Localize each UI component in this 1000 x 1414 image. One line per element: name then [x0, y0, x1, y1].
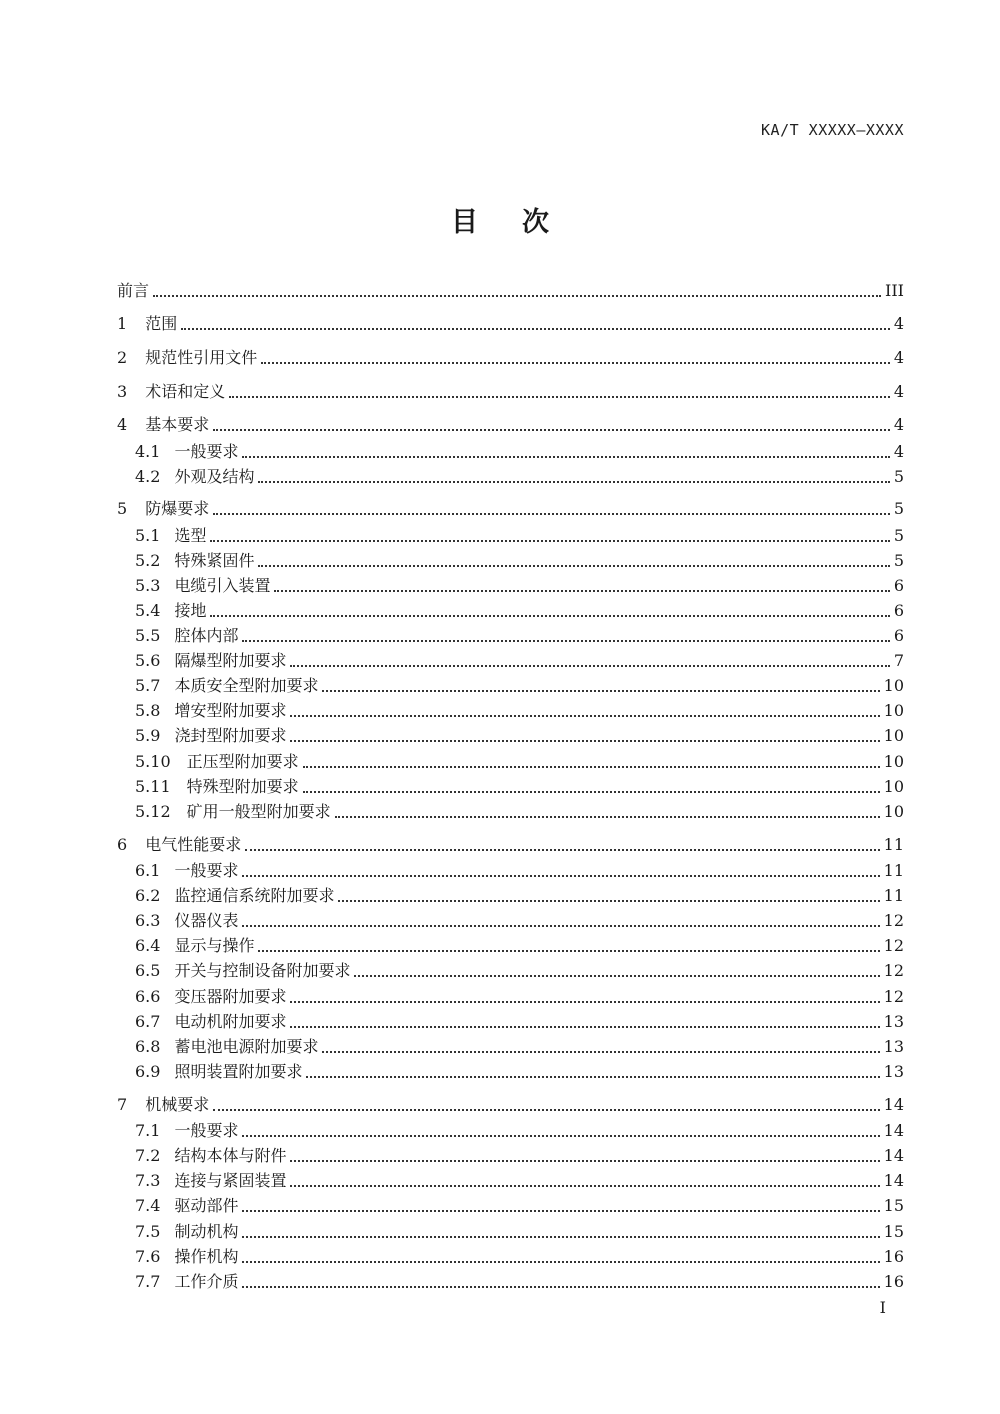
toc-entry-page: III: [885, 281, 904, 300]
toc-entry[interactable]: [117, 344, 904, 368]
toc-entry-number: 5.2: [135, 551, 161, 570]
toc-entry-number: 6: [117, 835, 128, 854]
toc-leader-dots: [213, 428, 890, 431]
toc-entry[interactable]: [135, 697, 904, 721]
toc-entry[interactable]: [135, 983, 904, 1007]
toc-entry-title: 特殊型附加要求: [186, 777, 299, 796]
toc-entry-number: 5.7: [135, 676, 161, 695]
toc-entry-number: 5.12: [135, 802, 171, 821]
toc-entry-number: 6.9: [135, 1062, 161, 1081]
toc-entry-title: 结构本体与附件: [174, 1146, 287, 1165]
toc-leader-dots: [242, 639, 889, 642]
toc-entry-title: 制动机构: [174, 1222, 239, 1241]
toc-leader-dots: [274, 589, 889, 592]
toc-leader-dots: [290, 1159, 879, 1162]
toc-entry[interactable]: [135, 438, 904, 462]
toc-entry-title: 基本要求: [145, 415, 210, 434]
toc-entry-title: 术语和定义: [145, 382, 226, 401]
toc-entry-title: 正压型附加要求: [186, 752, 299, 771]
toc-entry-page: 5: [893, 467, 904, 486]
toc-entry-page: 4: [893, 348, 904, 367]
toc-entry[interactable]: [117, 1091, 904, 1115]
toc-entry-page: 4: [893, 415, 904, 434]
toc-entry-number: 4: [117, 415, 128, 434]
toc-entry-page: 6: [893, 626, 904, 645]
toc-entry-number: 5.4: [135, 601, 161, 620]
toc-entry[interactable]: [117, 495, 904, 519]
toc-entry-title: 外观及结构: [174, 467, 255, 486]
toc-entry-title: 工作介质: [174, 1272, 239, 1291]
toc-entry-number: 7.3: [135, 1171, 161, 1190]
toc-entry[interactable]: [135, 857, 904, 881]
toc-entry-page: 5: [893, 499, 904, 518]
toc-leader-dots: [213, 512, 890, 515]
toc-entry[interactable]: [135, 463, 904, 487]
toc-entry-title: 浇封型附加要求: [174, 726, 287, 745]
toc-entry-page: 13: [883, 1037, 904, 1056]
toc-entry-title: 防爆要求: [145, 499, 210, 518]
toc-entry[interactable]: [135, 1033, 904, 1057]
toc-entry-page: 4: [893, 314, 904, 333]
toc-entry-title: 前言: [117, 281, 150, 300]
toc-entry[interactable]: [135, 957, 904, 981]
toc-entry[interactable]: [117, 378, 904, 402]
toc-entry-page: 4: [893, 442, 904, 461]
toc-entry-title: 变压器附加要求: [174, 987, 287, 1006]
toc-entry-page: 5: [893, 551, 904, 570]
toc-leader-dots: [290, 1184, 879, 1187]
toc-entry-page: 12: [883, 961, 904, 980]
toc-entry-number: 6.6: [135, 987, 161, 1006]
toc-entry-title: 照明装置附加要求: [174, 1062, 303, 1081]
toc-entry[interactable]: [135, 647, 904, 671]
toc-entry-number: 5.9: [135, 726, 161, 745]
toc-leader-dots: [290, 739, 879, 742]
toc-entry[interactable]: [135, 1167, 904, 1191]
toc-entry-page: 11: [883, 861, 904, 880]
toc-entry-page: 10: [883, 726, 904, 745]
toc-entry-number: 4.2: [135, 467, 161, 486]
toc-leader-dots: [245, 848, 879, 851]
toc-leader-dots: [242, 1209, 879, 1212]
toc-entry-number: 6.1: [135, 861, 161, 880]
toc-entry[interactable]: [135, 672, 904, 696]
toc-entry-page: 5: [893, 526, 904, 545]
toc-entry-page: 15: [883, 1222, 904, 1241]
toc-entry[interactable]: [135, 1192, 904, 1216]
toc-entry-title: 机械要求: [145, 1095, 210, 1114]
toc-entry-page: 14: [883, 1095, 904, 1114]
toc-entry-title: 电动机附加要求: [174, 1012, 287, 1031]
toc-entry[interactable]: [135, 597, 904, 621]
toc-entry-title: 操作机构: [174, 1247, 239, 1266]
toc-entry-page: 10: [883, 802, 904, 821]
toc-leader-dots: [242, 455, 889, 458]
toc-entry-page: 14: [883, 1146, 904, 1165]
toc-leader-dots: [242, 924, 879, 927]
toc-leader-dots: [242, 874, 879, 877]
toc-entry-title: 显示与操作: [174, 936, 255, 955]
toc-entry-page: 10: [883, 752, 904, 771]
toc-leader-dots: [290, 1000, 879, 1003]
toc-entry-page: 14: [883, 1171, 904, 1190]
toc-entry-title: 仪器仪表: [174, 911, 239, 930]
toc-entry-number: 5.6: [135, 651, 161, 670]
toc-entry-title: 蓄电池电源附加要求: [174, 1037, 319, 1056]
toc-entry[interactable]: [135, 773, 904, 797]
toc-entry-number: 2: [117, 348, 128, 367]
toc-leader-dots: [290, 664, 889, 667]
toc-entry[interactable]: [135, 1142, 904, 1166]
toc-entry-number: 6.2: [135, 886, 161, 905]
toc-entry-number: 6.7: [135, 1012, 161, 1031]
toc-leader-dots: [242, 1134, 879, 1137]
toc-entry-number: 5.8: [135, 701, 161, 720]
toc-entry[interactable]: [135, 572, 904, 596]
toc-leader-dots: [322, 689, 879, 692]
toc-leader-dots: [153, 294, 881, 297]
toc-entry[interactable]: [135, 798, 904, 822]
toc-entry-title: 连接与紧固装置: [174, 1171, 287, 1190]
toc-entry-number: 3: [117, 382, 128, 401]
toc-leader-dots: [242, 1285, 879, 1288]
toc-entry-number: 4.1: [135, 442, 161, 461]
toc-heading-char-1: 目: [451, 207, 478, 238]
toc-leader-dots: [242, 1235, 879, 1238]
document-code: KA/T XXXXX—XXXX: [761, 121, 904, 139]
toc-entry-number: 5.3: [135, 576, 161, 595]
toc-entry-title: 驱动部件: [174, 1196, 239, 1215]
toc-entry[interactable]: [135, 1218, 904, 1242]
toc-entry-page: 13: [883, 1062, 904, 1081]
toc-heading-char-2: 次: [522, 207, 549, 238]
toc-entry-number: 7: [117, 1095, 128, 1114]
toc-leader-dots: [303, 765, 880, 768]
toc-entry-page: 6: [893, 601, 904, 620]
toc-entry-title: 选型: [174, 526, 207, 545]
toc-leader-dots: [181, 327, 890, 330]
toc-entry-page: 12: [883, 911, 904, 930]
toc-entry[interactable]: [135, 1117, 904, 1141]
toc-entry[interactable]: [135, 882, 904, 906]
toc-leader-dots: [338, 899, 879, 902]
toc-entry-title: 监控通信系统附加要求: [174, 886, 335, 905]
toc-leader-dots: [306, 1075, 879, 1078]
toc-entry-number: 5: [117, 499, 128, 518]
toc-entry-title: 规范性引用文件: [145, 348, 258, 367]
toc-leader-dots: [213, 1108, 879, 1111]
toc-entry[interactable]: [135, 722, 904, 746]
toc-entry-number: 7.2: [135, 1146, 161, 1165]
toc-entry-title: 矿用一般型附加要求: [186, 802, 331, 821]
toc-entry[interactable]: [135, 547, 904, 571]
toc-entry-page: 11: [883, 886, 904, 905]
toc-entry-title: 开关与控制设备附加要求: [174, 961, 351, 980]
toc-entry-page: 10: [883, 701, 904, 720]
toc-entry[interactable]: [135, 1058, 904, 1082]
toc-entry-title: 特殊紧固件: [174, 551, 255, 570]
toc-entry-title: 电缆引入装置: [174, 576, 271, 595]
toc-entry-title: 腔体内部: [174, 626, 239, 645]
toc-entry-number: 5.10: [135, 752, 171, 771]
toc-entry-title: 一般要求: [174, 442, 239, 461]
toc-leader-dots: [335, 815, 880, 818]
toc-entry-number: 7.1: [135, 1121, 161, 1140]
toc-entry-page: 12: [883, 987, 904, 1006]
toc-entry-page: 6: [893, 576, 904, 595]
toc-entry-page: 13: [883, 1012, 904, 1031]
toc-entry-number: 7.6: [135, 1247, 161, 1266]
toc-entry-number: 5.1: [135, 526, 161, 545]
toc-entry-page: 16: [883, 1272, 904, 1291]
toc-entry[interactable]: [135, 748, 904, 772]
toc-entry-title: 一般要求: [174, 1121, 239, 1140]
toc-leader-dots: [261, 361, 890, 364]
toc-entry-page: 11: [883, 835, 904, 854]
toc-leader-dots: [354, 974, 879, 977]
toc-leader-dots: [303, 790, 880, 793]
toc-entry-page: 4: [893, 382, 904, 401]
toc-entry-number: 1: [117, 314, 128, 333]
toc-entry[interactable]: [117, 310, 904, 334]
toc-leader-dots: [210, 614, 889, 617]
toc-entry-title: 增安型附加要求: [174, 701, 287, 720]
toc-entry-title: 范围: [145, 314, 178, 333]
toc-entry-page: 16: [883, 1247, 904, 1266]
toc-leader-dots: [290, 1025, 879, 1028]
toc-entry-title: 隔爆型附加要求: [174, 651, 287, 670]
toc-entry-page: 15: [883, 1196, 904, 1215]
toc-entry[interactable]: [135, 907, 904, 931]
toc-entry-page: 14: [883, 1121, 904, 1140]
toc-entry-page: 7: [893, 651, 904, 670]
toc-leader-dots: [210, 539, 889, 542]
toc-entry-page: 12: [883, 936, 904, 955]
toc-entry[interactable]: [135, 932, 904, 956]
toc-leader-dots: [258, 564, 889, 567]
toc-leader-dots: [229, 395, 890, 398]
toc-leader-dots: [290, 714, 879, 717]
toc-entry[interactable]: [135, 1268, 904, 1292]
toc-entry-number: 6.3: [135, 911, 161, 930]
toc-entry[interactable]: [135, 522, 904, 546]
toc-entry-title: 本质安全型附加要求: [174, 676, 319, 695]
toc-entry-number: 5.11: [135, 777, 171, 796]
toc-entry[interactable]: [117, 831, 904, 855]
toc-entry-number: 5.5: [135, 626, 161, 645]
toc-entry-number: 6.8: [135, 1037, 161, 1056]
toc-leader-dots: [258, 480, 889, 483]
toc-entry-page: 10: [883, 777, 904, 796]
toc-entry-number: 7.7: [135, 1272, 161, 1291]
toc-entry[interactable]: [117, 277, 904, 301]
toc-entry[interactable]: [117, 411, 904, 435]
toc-entry-title: 一般要求: [174, 861, 239, 880]
toc-entry-number: 6.5: [135, 961, 161, 980]
toc-entry[interactable]: [135, 1008, 904, 1032]
toc-entry[interactable]: [135, 622, 904, 646]
toc-entry-title: 接地: [174, 601, 207, 620]
toc-entry-page: 10: [883, 676, 904, 695]
toc-leader-dots: [322, 1050, 879, 1053]
toc-entry-number: 6.4: [135, 936, 161, 955]
footer-page-number: I: [879, 1298, 886, 1317]
toc-entry-title: 电气性能要求: [145, 835, 242, 854]
toc-entry-number: 7.4: [135, 1196, 161, 1215]
toc-leader-dots: [258, 949, 879, 952]
toc-leader-dots: [242, 1260, 879, 1263]
toc-entry[interactable]: [135, 1243, 904, 1267]
toc-entry-number: 7.5: [135, 1222, 161, 1241]
